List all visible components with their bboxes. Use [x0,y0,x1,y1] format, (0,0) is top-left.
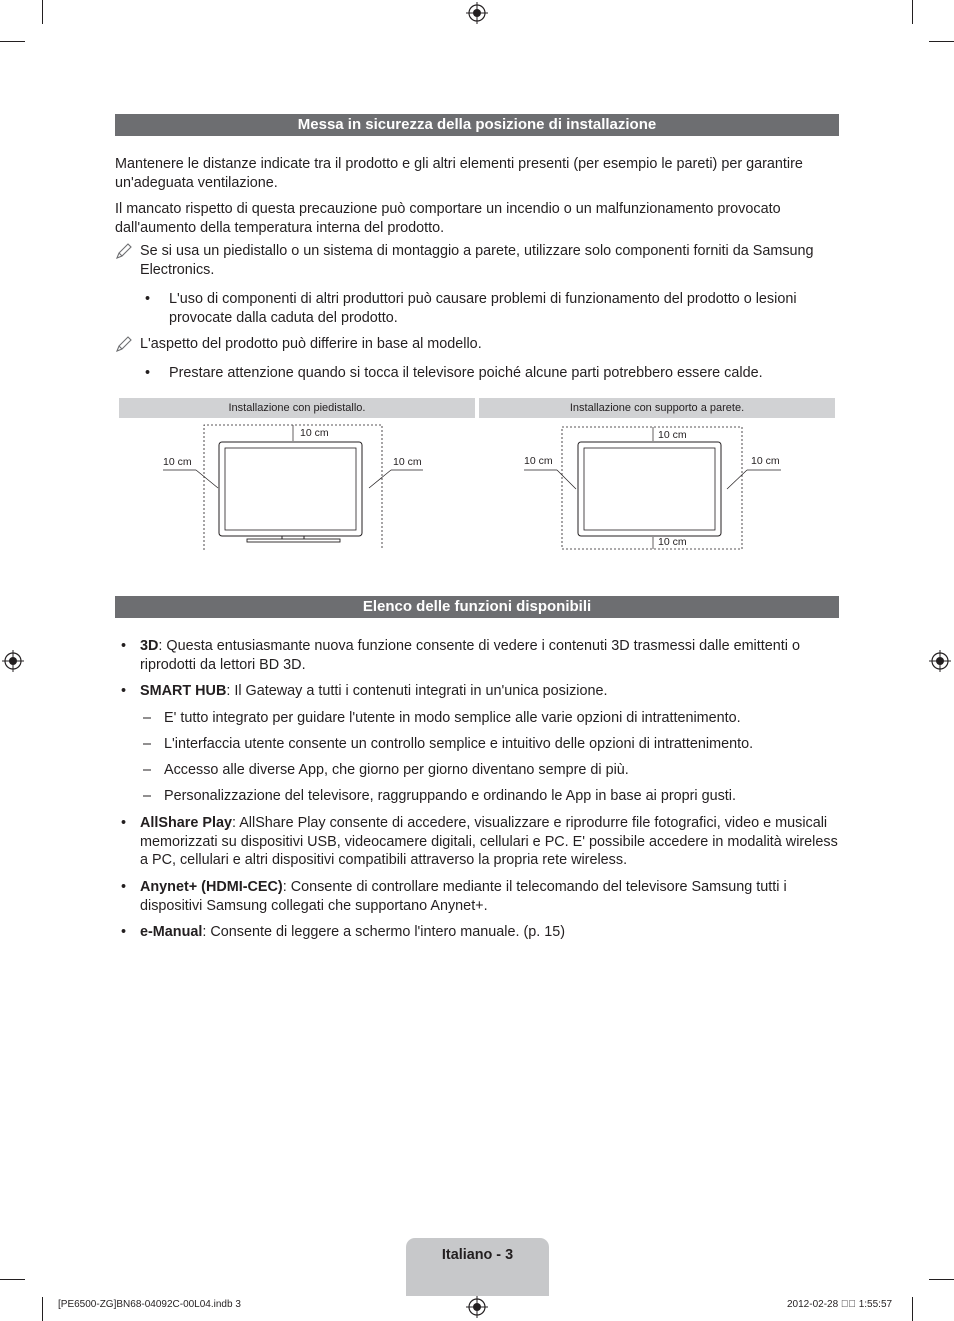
feature-term: Anynet+ (HDMI-CEC) [140,879,283,895]
bullet-symbol: • [145,291,151,307]
dash-symbol: – [143,762,152,778]
pencil-note-icon [115,336,133,354]
feature-description: : Questa entusiasmante nuova funzione consente di vedere i contenuti 3D trasmessi dalle emittenti o riprodotti da lettori BD 3D. [140,638,800,673]
bullet-text: Prestare attenzione quando si tocca il televisore poiché alcune parti potrebbero essere calde. [169,365,763,381]
feature-description: : Il Gateway a tutti i contenuti integrati in un'unica posizione. [226,683,608,699]
clearance-label-left: 10 cm [163,456,192,468]
clearance-label-left: 10 cm [524,455,553,467]
bullet-symbol: • [145,365,151,381]
dash-symbol: – [143,710,152,726]
feature-term: AllShare Play [140,815,232,831]
bullet-symbol: • [121,879,127,895]
note-text: Se si usa un piedistallo o un sistema di montaggio a parete, utilizzare solo componenti forniti da Samsung Electronics. [140,243,814,278]
clearance-label-top: 10 cm [658,429,687,441]
feature-term: SMART HUB [140,683,227,699]
note-text: L'aspetto del prodotto può differire in base al modello. [140,336,482,352]
wall-installation-diagram [479,418,835,558]
bullet-symbol: • [121,815,127,831]
dash-symbol: – [143,736,152,752]
paragraph-ventilation: Mantenere le distanze indicate tra il prodotto e gli altri elementi presenti (per esempio le pareti) per garantire un'adeguata ventilazione. [115,156,803,191]
clearance-label-bottom: 10 cm [658,536,687,548]
registration-mark-icon [2,650,24,672]
feature-description: : AllShare Play consente di accedere, visualizzare e riprodurre file fotografici, video e musicali memorizzati su dispositivi USB, videocamere digitali, cellulari e PC. E' possibile accedere in modalità wireless a PC, cellulari e altri dispositivi compatibili attraverso la propria rete wireless. [140,815,838,868]
bullet-symbol: • [121,924,127,940]
page-number-tab: Italiano - 3 [406,1238,549,1296]
sub-item-text: L'interfaccia utente consente un controllo semplice e intuitivo delle opzioni di intrattenimento. [164,736,754,752]
registration-mark-icon [929,650,951,672]
print-timestamp: 2012-02-28 ￿￿ 1:55:57 [787,1299,893,1310]
sub-item-text: E' tutto integrato per guidare l'utente in modo semplice alle varie opzioni di intrattenimento. [164,710,741,726]
clearance-label-right: 10 cm [751,455,780,467]
sub-item-text: Accesso alle diverse App, che giorno per giorno diventano sempre di più. [164,762,629,778]
stand-installation-diagram [119,418,475,558]
clearance-label-top: 10 cm [300,427,329,439]
pencil-note-icon [115,243,133,261]
feature-term: e-Manual [140,924,203,940]
bullet-symbol: • [121,638,127,654]
diagram-label-stand: Installazione con piedistallo. [119,398,475,418]
paragraph-fire-warning: Il mancato rispetto di questa precauzione può comportare un incendio o un malfunzionamento provocato dall'aumento della temperatura interna del prodotto. [115,201,781,236]
feature-description: : Consente di controllare mediante il telecomando del televisore Samsung tutti i dispositivi Samsung collegati che supportano Anynet+. [140,879,787,914]
bullet-symbol: • [121,683,127,699]
sub-item-text: Personalizzazione del televisore, raggruppando e ordinando le App in base ai propri gusti. [164,788,736,804]
section-heading-installation: Messa in sicurezza della posizione di installazione [115,114,839,136]
bullet-text: L'uso di componenti di altri produttori può causare problemi di funzionamento del prodotto o lesioni provocate dalla caduta del prodotto. [169,291,797,326]
feature-term: 3D [140,638,159,654]
registration-mark-icon [466,1296,488,1318]
dash-symbol: – [143,788,152,804]
section-heading-features: Elenco delle funzioni disponibili [115,596,839,618]
clearance-label-right: 10 cm [393,456,422,468]
diagram-label-wall: Installazione con supporto a parete. [479,398,835,418]
registration-mark-icon [466,2,488,24]
feature-description: : Consente di leggere a schermo l'intero manuale. (p. 15) [202,924,566,940]
file-info: [PE6500-ZG]BN68-04092C-00L04.indb 3 [58,1299,241,1310]
